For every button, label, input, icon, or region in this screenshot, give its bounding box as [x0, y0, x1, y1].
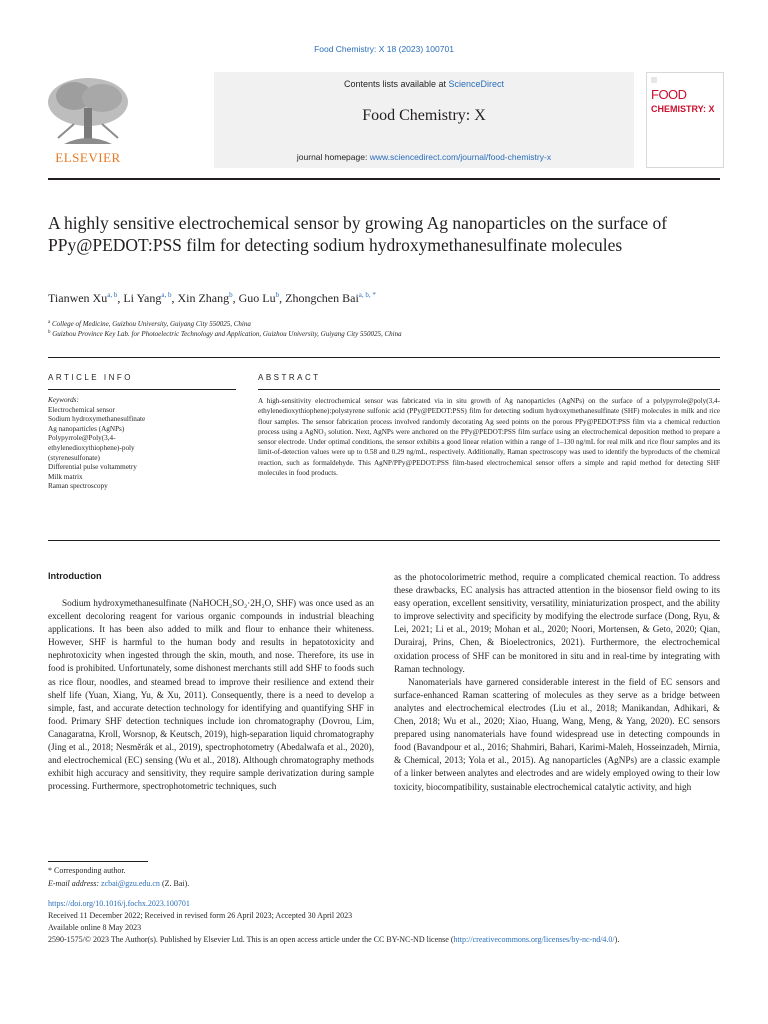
sciencedirect-link[interactable]: ScienceDirect: [448, 79, 505, 89]
author-name[interactable]: Zhongchen Bai: [285, 291, 359, 305]
footnote-rule: [48, 861, 148, 862]
keyword: ethylenedioxythiophene)-poly: [48, 443, 135, 452]
keyword: Differential pulse voltammetry: [48, 463, 137, 472]
cover-title-line2: CHEMISTRY: X: [651, 104, 715, 114]
author-name[interactable]: Li Yang: [123, 291, 162, 305]
keywords-label: Keywords:: [48, 396, 79, 404]
homepage-link[interactable]: www.sciencedirect.com/journal/food-chemistry-x: [369, 152, 552, 162]
license-statement: 2590-1575/© 2023 The Author(s). Published by Elsevier Ltd. This is an open access article under the CC BY-NC-ND license (http://creativecommons.org/licenses/by-nc-nd/4.0/).: [48, 935, 620, 944]
article-info-rule: [48, 389, 236, 390]
journal-cover-thumbnail: [646, 72, 724, 168]
journal-reference-link[interactable]: Food Chemistry: X 18 (2023) 100701: [314, 44, 454, 54]
journal-name: Food Chemistry: X: [362, 107, 486, 124]
abstract-rule: [258, 389, 720, 390]
author-affil-marker[interactable]: b: [275, 291, 280, 299]
cover-corner-mark: [651, 77, 657, 83]
email-note: E-mail address: zcbai@gzu.edu.cn (Z. Bai).: [48, 879, 190, 888]
author-name[interactable]: Xin Zhang: [177, 291, 230, 305]
keyword: (styrenesulfonate): [48, 453, 100, 462]
keyword: Sodium hydroxymethanesulfinate: [48, 415, 146, 424]
body-column-left: [48, 597, 374, 793]
article-info-heading: ARTICLE INFO: [48, 373, 133, 382]
received-dates: Received 11 December 2022; Received in revised form 26 April 2023; Accepted 30 April 2023: [48, 911, 353, 920]
corresponding-author-note: * Corresponding author.: [48, 866, 126, 875]
author-name[interactable]: Guo Lu: [238, 291, 276, 305]
author-affil-marker[interactable]: a, b: [161, 291, 172, 299]
doi-link[interactable]: https://doi.org/10.1016/j.fochx.2023.100701: [48, 899, 190, 908]
body-paragraph: as the photocolorimetric method, require a complicated chemical reaction. To address these drawbacks, EC analysis has attracted attention in the biosensor field owing to its easy operation, excellent sensitivity, versatility, miniaturization prospect, and the ability to improve selectivity and specificity by modifying the electrode surface (Dong, Ryu, & Lei, 2021; Li et al., 2019; Mohan et al., 2020; Noori, Mortensen, & Geto, 2020; Qian, Durairaj, Prins, Chen, & Bioelectronics, 2021). Furthermore, the electrochemical oxidation process of SHF can be monitored in situ and in real-time by integrating with Raman technology.: [394, 572, 720, 674]
affiliation: $^b$ Guizhou Province Key Lab. for Photoelectric Technology and Application, Guizhou University, Guiyang City 550025, China: [48, 330, 402, 338]
author-name[interactable]: Tianwen Xu: [48, 291, 108, 305]
author-affil-marker[interactable]: a, b: [107, 291, 118, 299]
header-divider: [48, 178, 720, 180]
keyword: Electrochemical sensor: [48, 405, 115, 414]
keyword: Polypyrrole@Poly(3,4-: [48, 434, 116, 443]
author-affil-marker[interactable]: a, b, *: [358, 291, 376, 299]
keyword: Milk matrix: [48, 472, 83, 481]
contents-availability: Contents lists available at ScienceDirect: [343, 79, 505, 89]
introduction-heading: Introduction: [48, 571, 102, 581]
author-list: Tianwen Xu$^{a, b}$, Li Yang$^{a, b}$, Xin Zhang$^b$, Guo Lu$^b$, Zhongchen Bai$^{a, b, *}$: [48, 291, 376, 305]
keyword: Raman spectroscopy: [48, 482, 108, 491]
abstract-text: A high-sensitivity electrochemical sensor was fabricated via in situ growth of Ag nanoparticles (AgNPs) on the surface of a polypyrrole@poly(3,4-ethylenedioxythiophene):polystyrene sulfonic acid (PPy@PEDOT:PSS) film for detecting sodium hydroxymethanesulfinate (SHF) molecules in milk and rice flour samples. The sensor fabrication process involved randomly decorating Ag seed points on the porous PPy@PEDOT:PSS film via a chemical reduction process using a AgNO₃ solution. Next, AgNPs were anchored on the PPy@PEDOT:PSS film surface using an electrochemical deposition method to prepare a sensor electrode. Under optimal conditions, the sensor exhibits a good linear relation within a range of 1–130 ng/mL for real milk and rice flour samples and its limit-of-detection values were up to 0.58 and 0.29 ng/mL, respectively. Additionally, Raman spectroscopy was used to identify the byproducts of the chemical reaction, such as formaldehyde. This AgNP/PPy@PEDOT:PSS film-based electrochemical sensor offers a simple and rapid method for detecting SHF molecules in food products.: [258, 397, 720, 478]
affiliation-divider: [48, 357, 720, 358]
elsevier-wordmark: ELSEVIER: [55, 150, 121, 165]
journal-homepage: journal homepage: www.sciencedirect.com/journal/food-chemistry-x: [296, 152, 552, 162]
keyword: Ag nanoparticles (AgNPs): [48, 424, 125, 433]
author-email-link[interactable]: zcbai@gzu.edu.cn: [101, 879, 160, 888]
article-title: A highly sensitive electrochemical sensor by growing Ag nanoparticles on the surface of PPy@PEDOT:PSS film for detecting sodium hydroxymethanesulfinate molecules: [48, 213, 668, 255]
affiliation: $^a$ College of Medicine, Guizhou University, Guiyang City 550025, China: [48, 320, 251, 328]
keywords-list: [48, 396, 238, 492]
abstract-heading: ABSTRACT: [258, 373, 321, 382]
available-online: Available online 8 May 2023: [48, 923, 142, 932]
body-paragraph: Nanomaterials have garnered considerable interest in the field of EC sensors and surface-enhanced Raman scattering of molecules as they serve as a bridge between analytes and electrochemical electrodes (Liu et al., 2018; Manikandan, Adhikari, & Chen, 2018; Wu et al., 2020; Xiao, Huang, Wang, Meng, & Yang, 2020). EC sensors prepared using nanomaterials have found widespread use in detecting compounds in food (Bavandpour et al., 2016; Shahmiri, Bahari, Karimi-Maleh, Hosseinzadeh, Mirnia, & Chemical, 2013; Yola et al., 2015). Ag nanoparticles (AgNPs) are a classic example of a linker between analytes and electrodes and are widely employed owing to their low toxicity, biocompatibility, sustainable electrochemical catalytic activity, and high: [394, 676, 720, 792]
cover-title-line1: FOOD: [651, 87, 687, 102]
author-affil-marker[interactable]: b: [229, 291, 233, 299]
publication-details: [48, 898, 720, 946]
license-link[interactable]: http://creativecommons.org/licenses/by-nc-nd/4.0/: [453, 935, 615, 944]
abstract-bottom-divider: [48, 540, 720, 541]
body-column-right: [394, 571, 720, 794]
body-paragraph: Sodium hydroxymethanesulfinate (NaHOCH₂SO₂·2H₂O, SHF) was once used as an excellent decoloring reagent for various organic compounds in industrial bleaching applications. It has been also added to milk and flour to enhance their whiteness. However, SHF is harmful to the human body and results in hepatotoxicity and nephrotoxicity when ingested through the skin, mouth, and nose. Therefore, its use in food is prohibited. Unfortunately, some dishonest merchants still add SHF to foods such as rice flour, noodles, and steamed bread to improve their resilience and extend their shelf life (Yuan, Xiang, Yu, & Xu, 2011). Consequently, there is a need to develop a simple, fast, and accurate detection technology for identifying and quantifying SHF in food. Primary SHF detection techniques include ion chromatography (Dovrou, Lim, Canagaratna, Kroll, Worsnop, & Keutsch, 2019), high-separation liquid chromatography (Jing et al., 2018; Nesměrák et al., 2019), spectrophotometry (Abedalwafa et al., 2020), and electrochemical (EC) sensing (Wu et al., 2018). Although chromatography methods exhibit high accuracy and sensitivity, they require sample derivatization during sample processing. Furthermore, spectrophotometric techniques, such: [48, 598, 374, 792]
